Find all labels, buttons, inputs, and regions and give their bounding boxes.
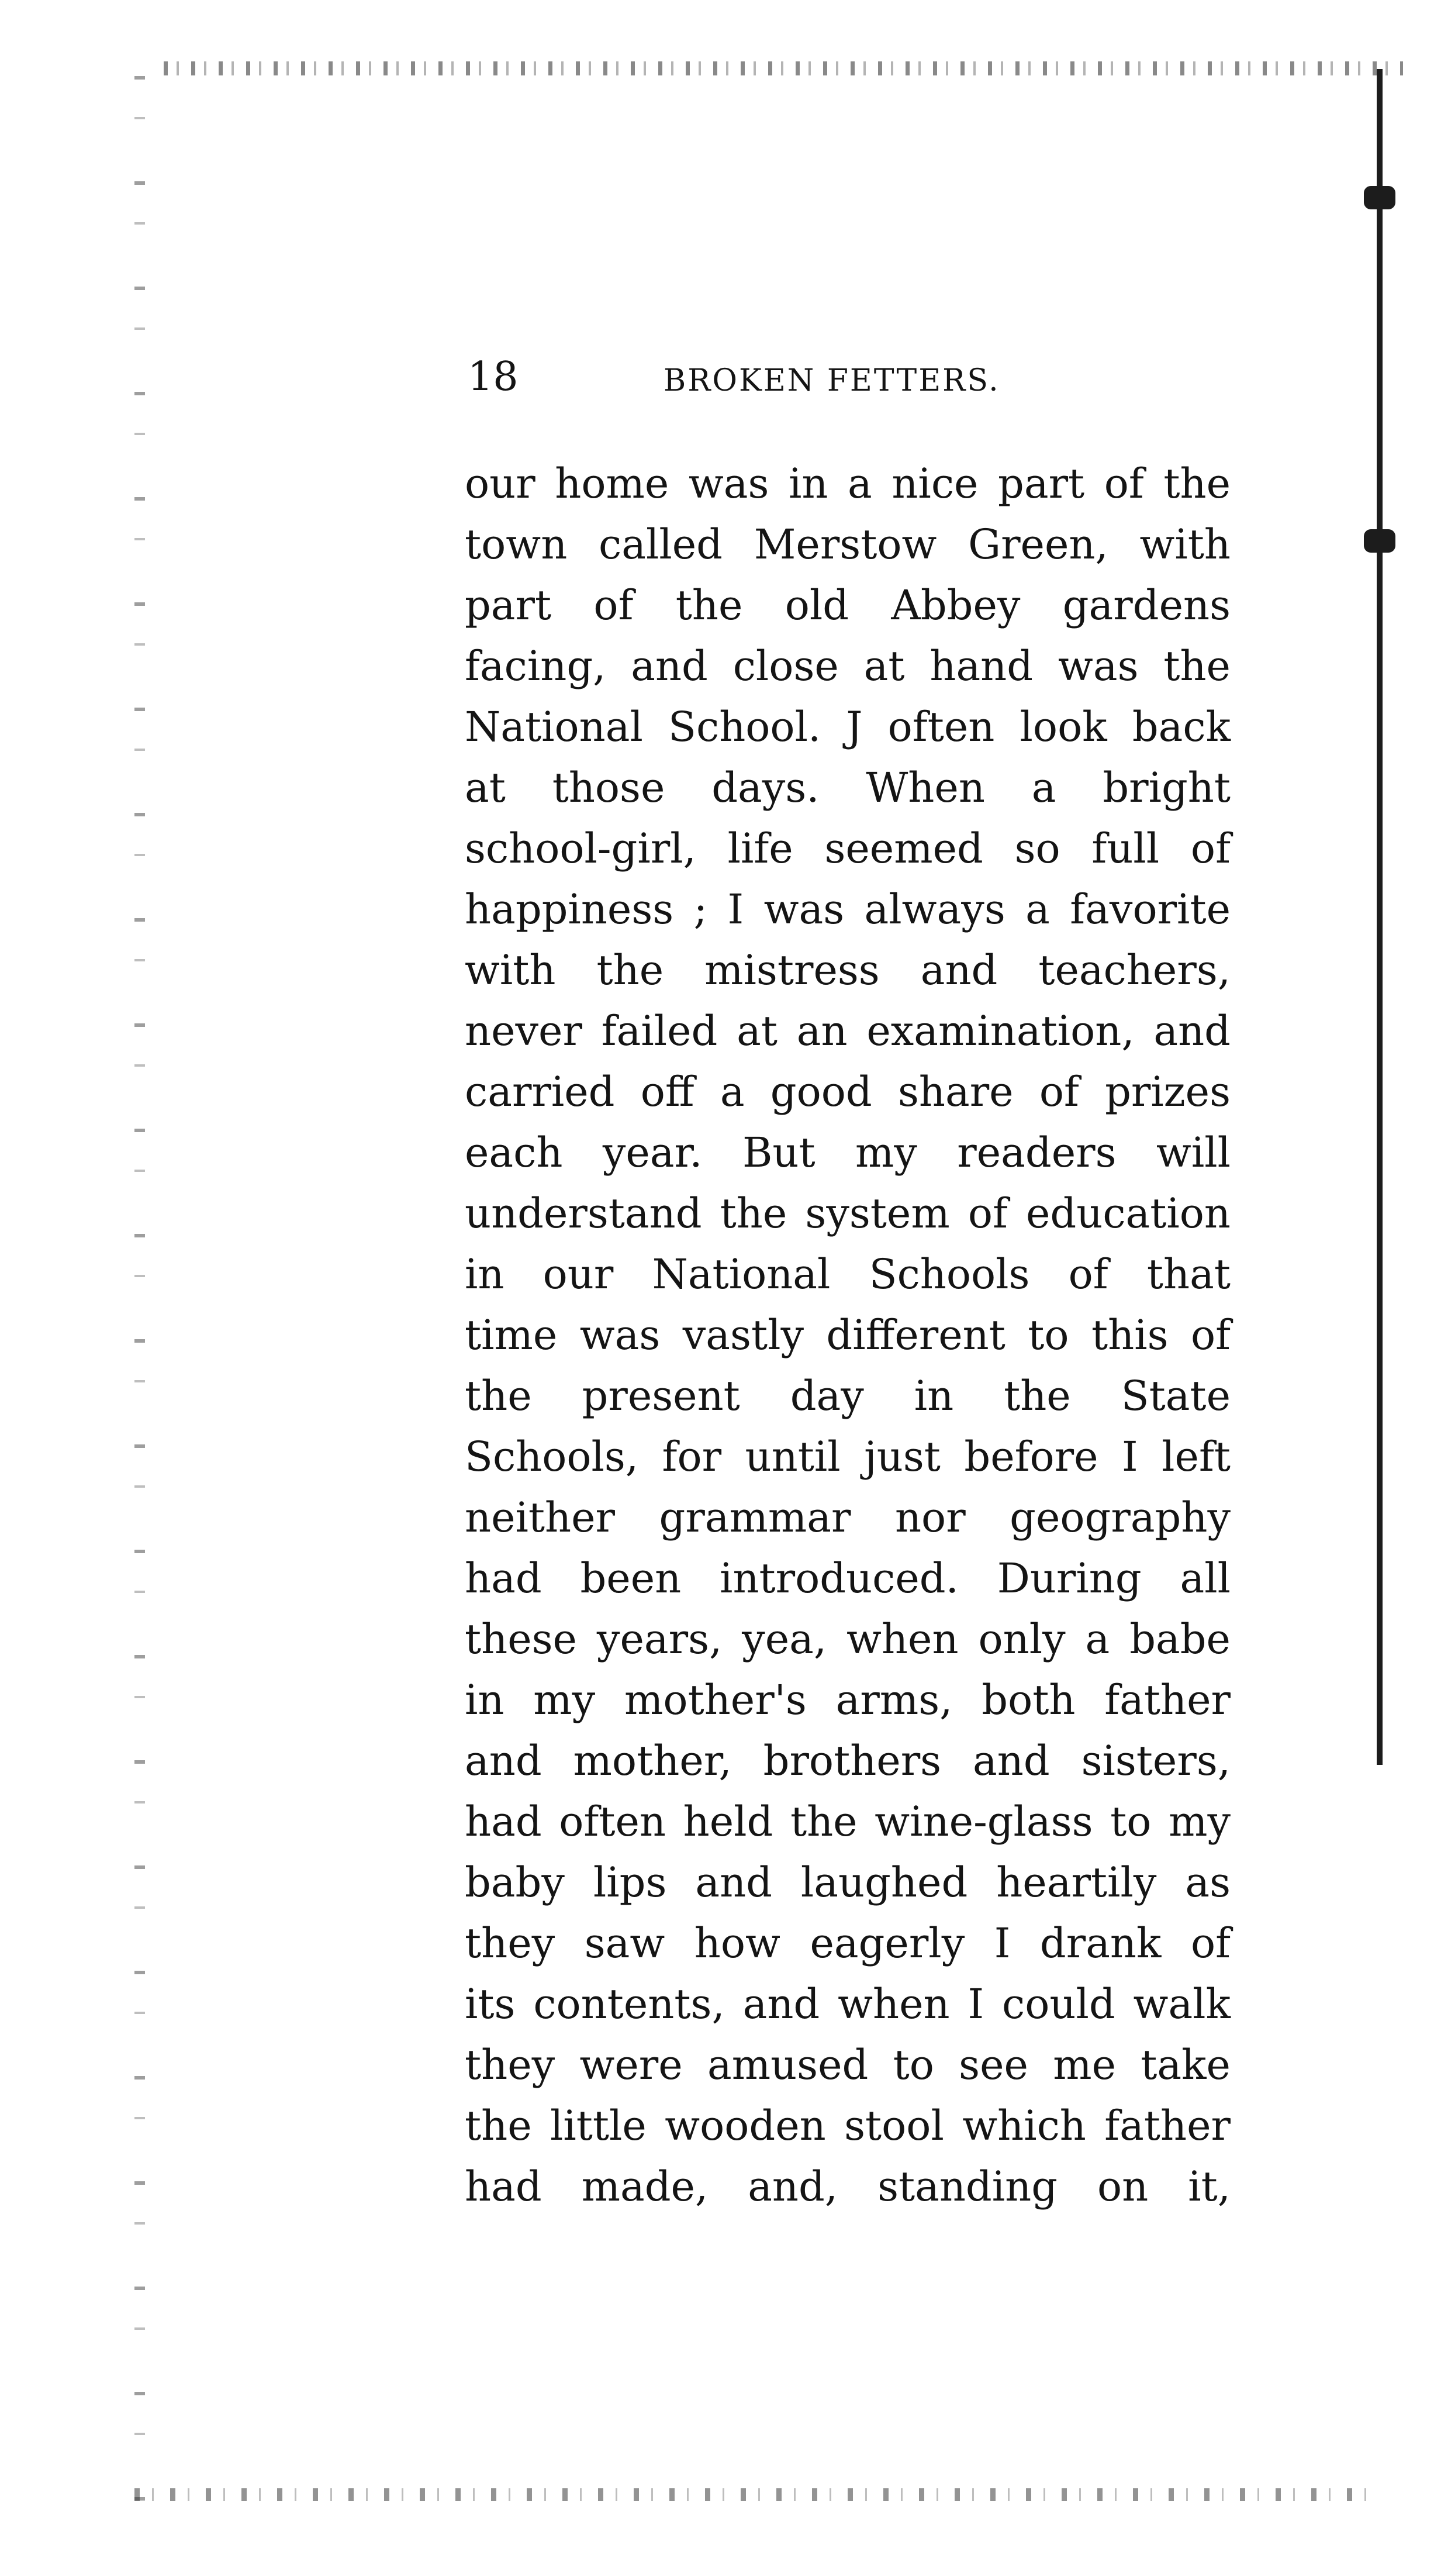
running-head (468, 351, 1052, 404)
text-line: in my mother's arms, both father (465, 1676, 1231, 1724)
text-line: never failed at an examination, and (465, 1007, 1231, 1055)
text-line: the little wooden stool which father (465, 2102, 1231, 2150)
text-line: National School. J often look back (465, 703, 1231, 751)
binding-mark-upper (1364, 186, 1395, 209)
text-line: carried off a good share of prizes (465, 1068, 1231, 1116)
text-line: each year. But my readers will (465, 1129, 1231, 1177)
text-line: in our National Schools of that (465, 1250, 1231, 1298)
text-line: had often held the wine-glass to my (465, 1798, 1231, 1846)
text-line: they were amused to see me take (465, 2041, 1231, 2089)
text-line: with the mistress and teachers, (465, 946, 1231, 994)
text-line: baby lips and laughed heartily as (465, 1858, 1231, 1906)
text-line: Schools, for until just before I left (465, 1433, 1231, 1481)
body-text (465, 453, 1231, 2217)
text-line: at those days. When a bright (465, 764, 1231, 812)
running-title: BROKEN FETTERS. (664, 363, 1000, 398)
text-line: neither grammar nor geography (465, 1494, 1231, 1542)
scan-edge-bottom (134, 2488, 1380, 2501)
text-line: part of the old Abbey gardens (465, 581, 1231, 629)
text-line: and mother, brothers and sisters, (465, 1737, 1231, 1785)
page-number: 18 (468, 354, 519, 400)
text-line: facing, and close at hand was the (465, 642, 1231, 690)
text-line: our home was in a nice part of the (465, 460, 1231, 508)
text-line: understand the system of education (465, 1189, 1231, 1237)
binding-mark-lower (1364, 529, 1395, 553)
scan-edge-left (134, 76, 145, 2503)
text-line: had been introduced. During all (465, 1554, 1231, 1602)
text-line: its contents, and when I could walk (465, 1980, 1231, 2028)
text-line: they saw how eagerly I drank of (465, 1919, 1231, 1967)
text-line: town called Merstow Green, with (465, 520, 1231, 568)
scan-edge-top (164, 61, 1403, 75)
scan-edge-right (1377, 69, 1383, 1765)
text-line: the present day in the State (465, 1372, 1231, 1420)
text-line: happiness ; I was always a favorite (465, 885, 1231, 933)
text-line: school-girl, life seemed so full of (465, 825, 1231, 873)
text-line: time was vastly different to this of (465, 1311, 1231, 1359)
text-line: these years, yea, when only a babe (465, 1615, 1231, 1663)
text-line: had made, and, standing on it, (465, 2163, 1231, 2211)
